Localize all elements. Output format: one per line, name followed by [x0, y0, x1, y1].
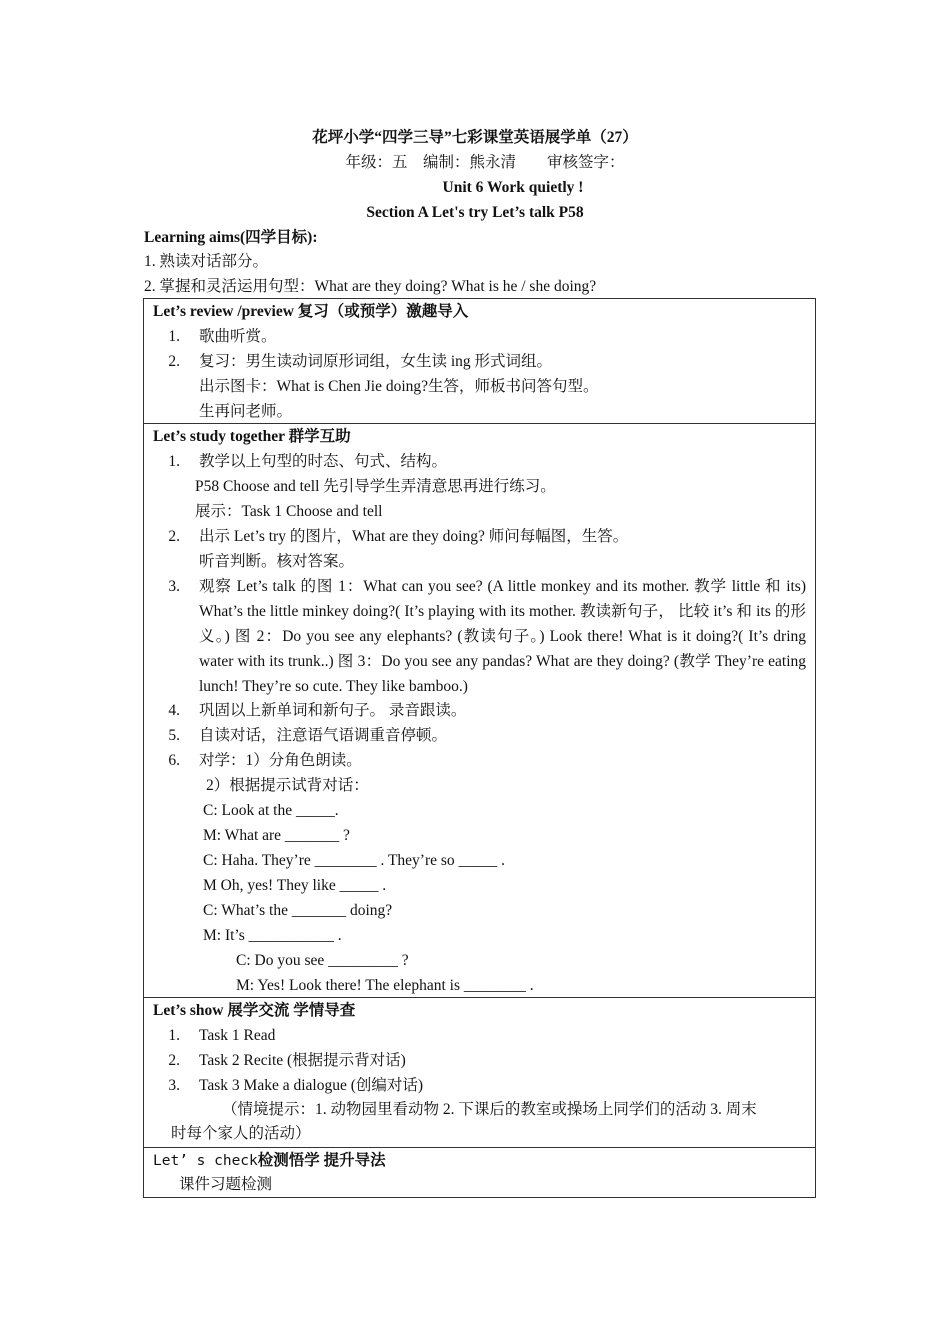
dialogue-line: M Oh, yes! They like _____ .	[203, 877, 387, 894]
study-section: Let’s study together 群学互助 1. 教学以上句型的时态、句式、结构。 P58 Choose and tell 先引导学生弄清意思再进行练习。 展示：Task 1 Choose and tell 2. 出示 Let’s try 的图片，What are they doing? 师问每幅图，生答。 听音判断。核对答案。 3. 观察 Let’s talk 的图 1：What can you see? (A little monkey and its mother. 教学 little 和 its) What’s the little minkey doing?( It’s playing with its mother. 教读新句子， 比较 it’s 和 its 的形义。) 图 2：Do you see any elephants? (教读句子。) Look there! What is it doing?( It’s dring water with its trunk..) 图 3：Do you see any pandas? What are they doing? (教学 They’re eating lunch! They’re so cute. They like bamboo.) 4. 巩固以上新单词和新句子。 录音跟读。 5. 自读对话，注意语气语调重音停顿。 6. 对学：1）分角色朗读。 2）根据提示试背对话： C: Look at the _____. M: What are _______ ? C: Haha. They’re ________ . They’re so _____ . M Oh, yes! They like _____ . C: What’s the _______ doing? M: It’s ___________ . C: Do you see _________ ? M: Yes! Look there! The elephant is ________ .	[144, 424, 816, 998]
dialogue-line: M: It’s ___________ .	[203, 927, 342, 944]
check-heading: Let’ s check检测悟学 提升导法	[153, 1152, 386, 1169]
situation-hint: （情境提示：1. 动物园里看动物 2. 下课后的教室或操场上同学们的活动 3. 周末	[222, 1101, 757, 1118]
dialogue-line: C: Haha. They’re ________ . They’re so _____ .	[203, 852, 506, 869]
review-heading: Let’s review /preview 复习（或预学）激趣导入	[153, 303, 469, 320]
dialogue-line: C: Look at the _____.	[203, 802, 339, 819]
show-heading: Let’s show 展学交流 学情导查	[153, 1002, 356, 1019]
check-section	[144, 1148, 816, 1198]
dialogue-line: M: Yes! Look there! The elephant is ________ .	[236, 977, 534, 994]
review-continuation: 生再问老师。	[199, 403, 293, 420]
dialogue-line: C: Do you see _________ ?	[236, 952, 409, 969]
check-body: 课件习题检测	[179, 1176, 273, 1193]
study-item-3-text: 观察 Let’s talk 的图 1：What can you see? (A little monkey and its mother. 教学 little 和 its) What’s the little minkey doing?( It’s playing with its mother. 教读新句子， 比较 it’s 和 its 的形义。) 图 2：Do you see any elephants? (教读句子。) Look there! What is it doing?( It’s dring water with its trunk..) 图 3：Do you see any pandas? What are they doing? (教学 They’re eating lunch! They’re so cute. They like bamboo.)	[199, 578, 806, 695]
worksheet-table	[143, 298, 816, 1198]
worksheet-meta: 年级：五 编制：熊永清 审核签字：	[345, 154, 625, 171]
learning-aims-heading: Learning aims(四学目标):	[144, 229, 318, 246]
dialogue-line: C: What’s the _______ doing?	[203, 902, 393, 919]
dialogue-line: M: What are _______ ?	[203, 827, 350, 844]
study-heading: Let’s study together 群学互助	[153, 428, 351, 445]
show-section: Let’s show 展学交流 学情导查 1. Task 1 Read 2. Task 2 Recite (根据提示背对话) 3. Task 3 Make a dialogue (创编对话) （情境提示：1. 动物园里看动物 2. 下课后的教室或操场上同学们的活动 3. 周末 时每个家人的活动）	[144, 998, 816, 1148]
review-continuation: 出示图卡：What is Chen Jie doing?生答，师板书问答句型。	[199, 378, 599, 395]
unit-title: Unit 6 Work quietly !	[442, 179, 584, 196]
study-continuation: 展示：Task 1 Choose and tell	[195, 503, 383, 520]
study-sub-item: 2）根据提示试背对话：	[206, 777, 369, 794]
study-continuation: 听音判断。核对答案。	[199, 553, 355, 570]
learning-aim-1: 1. 熟读对话部分。	[144, 253, 269, 270]
learning-aim-2: 2. 掌握和灵活运用句型：What are they doing? What is he / she doing?	[144, 278, 597, 295]
worksheet-title: 花坪小学“四学三导”七彩课堂英语展学单（27）	[312, 129, 638, 146]
situation-hint-cont: 时每个家人的活动）	[171, 1125, 311, 1142]
section-title: Section A Let's try Let’s talk P58	[366, 204, 584, 221]
review-section: Let’s review /preview 复习（或预学）激趣导入 1. 歌曲听赏。 2. 复习：男生读动词原形词组，女生读 ing 形式词组。 出示图卡：What is Chen Jie doing?生答，师板书问答句型。 生再问老师。	[144, 299, 816, 424]
study-continuation: P58 Choose and tell 先引导学生弄清意思再进行练习。	[195, 478, 556, 495]
